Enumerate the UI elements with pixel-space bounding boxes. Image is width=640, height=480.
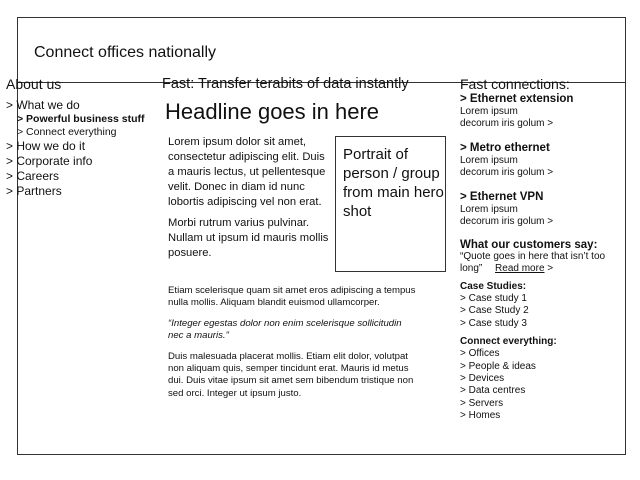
- product-link[interactable]: > Ethernet extension: [460, 93, 574, 105]
- body-paragraph: Etiam scelerisque quam sit amet eros adipiscing a tempus nulla mollis. Aliquam blandit euismod ullamcorper.: [168, 285, 416, 309]
- product-text: Lorem ipsum: [460, 106, 518, 117]
- product-more-link[interactable]: decorum iris golum >: [460, 118, 554, 129]
- connect-link[interactable]: > People & ideas: [460, 360, 536, 372]
- product-text: Lorem ipsum: [460, 155, 518, 166]
- nav-item-what-we-do[interactable]: > What we do: [6, 98, 80, 112]
- nav-item-how-we-do-it[interactable]: > How we do it: [6, 139, 86, 153]
- connect-link[interactable]: > Homes: [460, 410, 501, 422]
- lead-paragraph: Morbi rutrum varius pulvinar. Nullam ut ipsum id mauris mollis posuere.: [168, 217, 329, 259]
- body-paragraph: Duis malesuada placerat mollis. Etiam elit dolor, volutpat non aliquam quis, semper tincidunt erat. Mauris id metus dui. Duis vitae ipsum sit amet sem bibendum tristique non sed orci. Integer ut ipsum justo.: [168, 350, 414, 399]
- tagline: Fast: Transfer terabits of data instantly: [162, 76, 409, 92]
- connect-link[interactable]: > Data centres: [460, 385, 526, 397]
- case-study-link[interactable]: > Case study 1: [460, 293, 527, 304]
- nav-item-careers[interactable]: > Careers: [6, 169, 60, 183]
- connect-everything: [460, 336, 610, 422]
- testimonial-quote: [460, 251, 610, 275]
- connect-link[interactable]: > Offices: [460, 348, 500, 360]
- pull-quote: “Integer egestas dolor non enim scelerisque sollicitudin nec a mauris.”: [168, 317, 402, 342]
- left-nav: [6, 76, 156, 199]
- product-ethernet-extension: [460, 92, 610, 130]
- lead-text: [168, 135, 330, 267]
- testimonial-heading: What our customers say:: [460, 239, 598, 251]
- connect-heading: Connect everything:: [460, 336, 557, 348]
- nav-item-partners[interactable]: > Partners: [6, 184, 62, 198]
- connect-link[interactable]: > Servers: [460, 397, 504, 409]
- product-link[interactable]: > Ethernet VPN: [460, 191, 544, 203]
- product-metro-ethernet: [460, 141, 610, 179]
- right-sidebar: [460, 76, 610, 434]
- read-more-arrow: >: [544, 263, 554, 274]
- case-study-link[interactable]: > Case study 3: [460, 317, 527, 329]
- testimonial-quote-text: “Quote goes in here that isn’t too long”: [460, 251, 606, 274]
- case-study-link[interactable]: > Case Study 2: [460, 305, 529, 317]
- header-banner: [18, 18, 625, 83]
- product-text: Lorem ipsum: [460, 204, 518, 215]
- read-more-link[interactable]: Read more: [495, 263, 545, 274]
- case-studies: [460, 281, 610, 330]
- nav-item-corporate-info[interactable]: > Corporate info: [6, 154, 93, 168]
- nav-subitem-connect-everything[interactable]: > Connect everything: [17, 126, 117, 138]
- nav-title[interactable]: About us: [6, 76, 62, 92]
- product-more-link[interactable]: decorum iris golum >: [460, 167, 554, 178]
- page-title: Connect offices nationally: [34, 44, 217, 61]
- case-studies-heading: Case Studies:: [460, 281, 527, 292]
- sidebar-title: Fast connections:: [460, 76, 570, 92]
- product-ethernet-vpn: [460, 190, 610, 228]
- nav-subitem-powerful-business[interactable]: > Powerful business stuff: [17, 113, 145, 125]
- testimonial: [460, 239, 610, 275]
- lead-paragraph: Lorem ipsum dolor sit amet, consectetur adipiscing elit. Duis a mauris lectus, ut pellentesque velit. Donec in diam id nunc lobortis adipiscing vel non erat.: [168, 136, 326, 208]
- headline: Headline goes in here: [165, 99, 380, 124]
- product-link[interactable]: > Metro ethernet: [460, 142, 550, 154]
- body-text: [168, 285, 418, 408]
- hero-portrait-placeholder: Portrait of person / group from main hero shot: [335, 136, 446, 272]
- main-content: [162, 76, 452, 399]
- connect-link[interactable]: > Devices: [460, 373, 505, 385]
- product-more-link[interactable]: decorum iris golum >: [460, 216, 554, 227]
